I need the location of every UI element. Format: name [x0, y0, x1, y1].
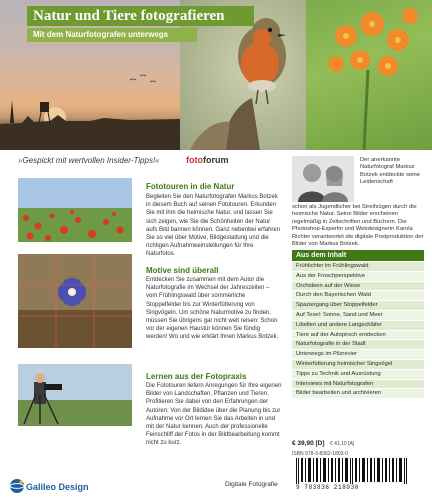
feature-heading-fototouren: Fototouren in die Natur: [146, 182, 235, 191]
publisher-name: Galileo Design: [26, 482, 89, 492]
price-at: € 41,10 [A]: [330, 441, 355, 447]
toc-list: [292, 262, 424, 399]
book-title: Natur und Tiere fotografieren: [27, 6, 254, 26]
toc-item: Frühlichter im Frühlingswald: [292, 262, 424, 272]
galileo-logo-icon: [9, 478, 25, 494]
toc-item: Interviews mit Naturfotografen: [292, 380, 424, 390]
poppy-field-photo: [18, 178, 132, 242]
barcode: [292, 458, 414, 484]
author-bio-intro: Der anerkannte Naturfotograf Markus Botzek entdeckte seine Leidenschaft: [360, 157, 420, 186]
feature-text-motive: Entdecken Sie zusammen mit dem Autor die Naturfotografie im Wechsel der Jahreszeiten – vom Frühlingswald über sommerliche Stoppelfelder bis zur Winterfütterung von Singvögeln. Um schöne Naturmotive zu finden, müssen Sie übrigens gar nicht weit reisen: Schon vor der eigenen Haustür können Sie fündig werden! Wo und wie erklärt Ihnen Markus Botzek.: [146, 277, 279, 341]
toc-item: Winterfütterung heimischer Singvögel: [292, 360, 424, 370]
price-de: € 39,90 [D]: [292, 440, 325, 447]
toc-item: Orchideen auf der Wiese: [292, 282, 424, 292]
toc-item: Libellen und andere Langschläfer: [292, 321, 424, 331]
feature-heading-fotopraxis: Lernen aus der Fotopraxis: [146, 372, 247, 381]
isbn: ISBN 978-3-8362-1803-0: [292, 451, 348, 457]
toc-header: Aus dem Inhalt: [292, 250, 424, 261]
hepatica-flower-photo: [18, 254, 132, 348]
toc-item: Unterwegs im Pilzrevier: [292, 350, 424, 360]
toc-item: Aus der Froschperspektive: [292, 272, 424, 282]
authors-portrait: [292, 156, 354, 202]
toc-item: Auf Texel: Sonne, Sand und Meer: [292, 311, 424, 321]
quote-text: Gespickt mit wertvollen Insider-Tipps!: [22, 156, 156, 165]
quote-open-mark: »: [18, 156, 23, 165]
book-subtitle: Mit dem Naturfotografen unterwegs: [27, 28, 197, 42]
author-bio-body: schon als Jugendlicher bei Streifzügen durch die heimische Natur. Seine Bilder erscheinen regelmäßig in Zeitschriften und Büchern. Die Photoshop-Expertin und Webdesignerin Karola Richter verantwortet die digitale Postproduktion der Bilder von Markus Botzek.: [292, 204, 424, 248]
feature-heading-motive: Motive sind überall: [146, 266, 219, 275]
toc-item: Spaziergang über Stoppelfelder: [292, 301, 424, 311]
toc-item: Durch den Bayerischen Wald: [292, 291, 424, 301]
feature-text-fotopraxis: Die Fototouren liefern Anregungen für Ihre eigenen Bilder von Landschaften, Pflanzen und Tieren. Profitieren Sie dabei von den Erfahrungen der Autoren: Von der Bildidee über die Planung bis zur Aufnahme vor Ort lernen Sie das Arbeiten in und mit der Natur kennen. Auch der professionelle Feinschliff der Fotos in der Bildbearbeitung kommt nicht zu kurz.: [146, 383, 282, 447]
orchid-photo: [306, 0, 432, 150]
toc-item: Naturfotografie in der Stadt: [292, 340, 424, 350]
feature-text-fototouren: Begleiten Sie den Naturfotografen Markus Botzek in diesem Buch auf seinen Fototouren. Erkunden Sie mit ihm die heimische Natur, und lassen Sie sich zeigen, wie Sie die Schönheiten der Natur aufs Bild bannen können. Ganz nebenbei erfahren Sie so viel über Motive, Bildgestaltung und die richtigen Aufnahmeeinstellungen für Ihre Naturfotos.: [146, 194, 281, 258]
quote-close-mark: «: [155, 156, 160, 165]
toc-item: Bilder bearbeiten und archivieren: [292, 389, 424, 399]
book-category: Digitale Fotografie: [225, 481, 278, 488]
barcode-digits: 9 783836 218030: [296, 484, 360, 491]
photographer-at-lake-photo: [18, 364, 132, 426]
toc-item: Tipps zu Technik und Ausrüstung: [292, 370, 424, 380]
fotoforum-logo: fotoforum: [186, 155, 229, 165]
toc-item: Tiere auf der Autopirsch entdecken: [292, 331, 424, 341]
